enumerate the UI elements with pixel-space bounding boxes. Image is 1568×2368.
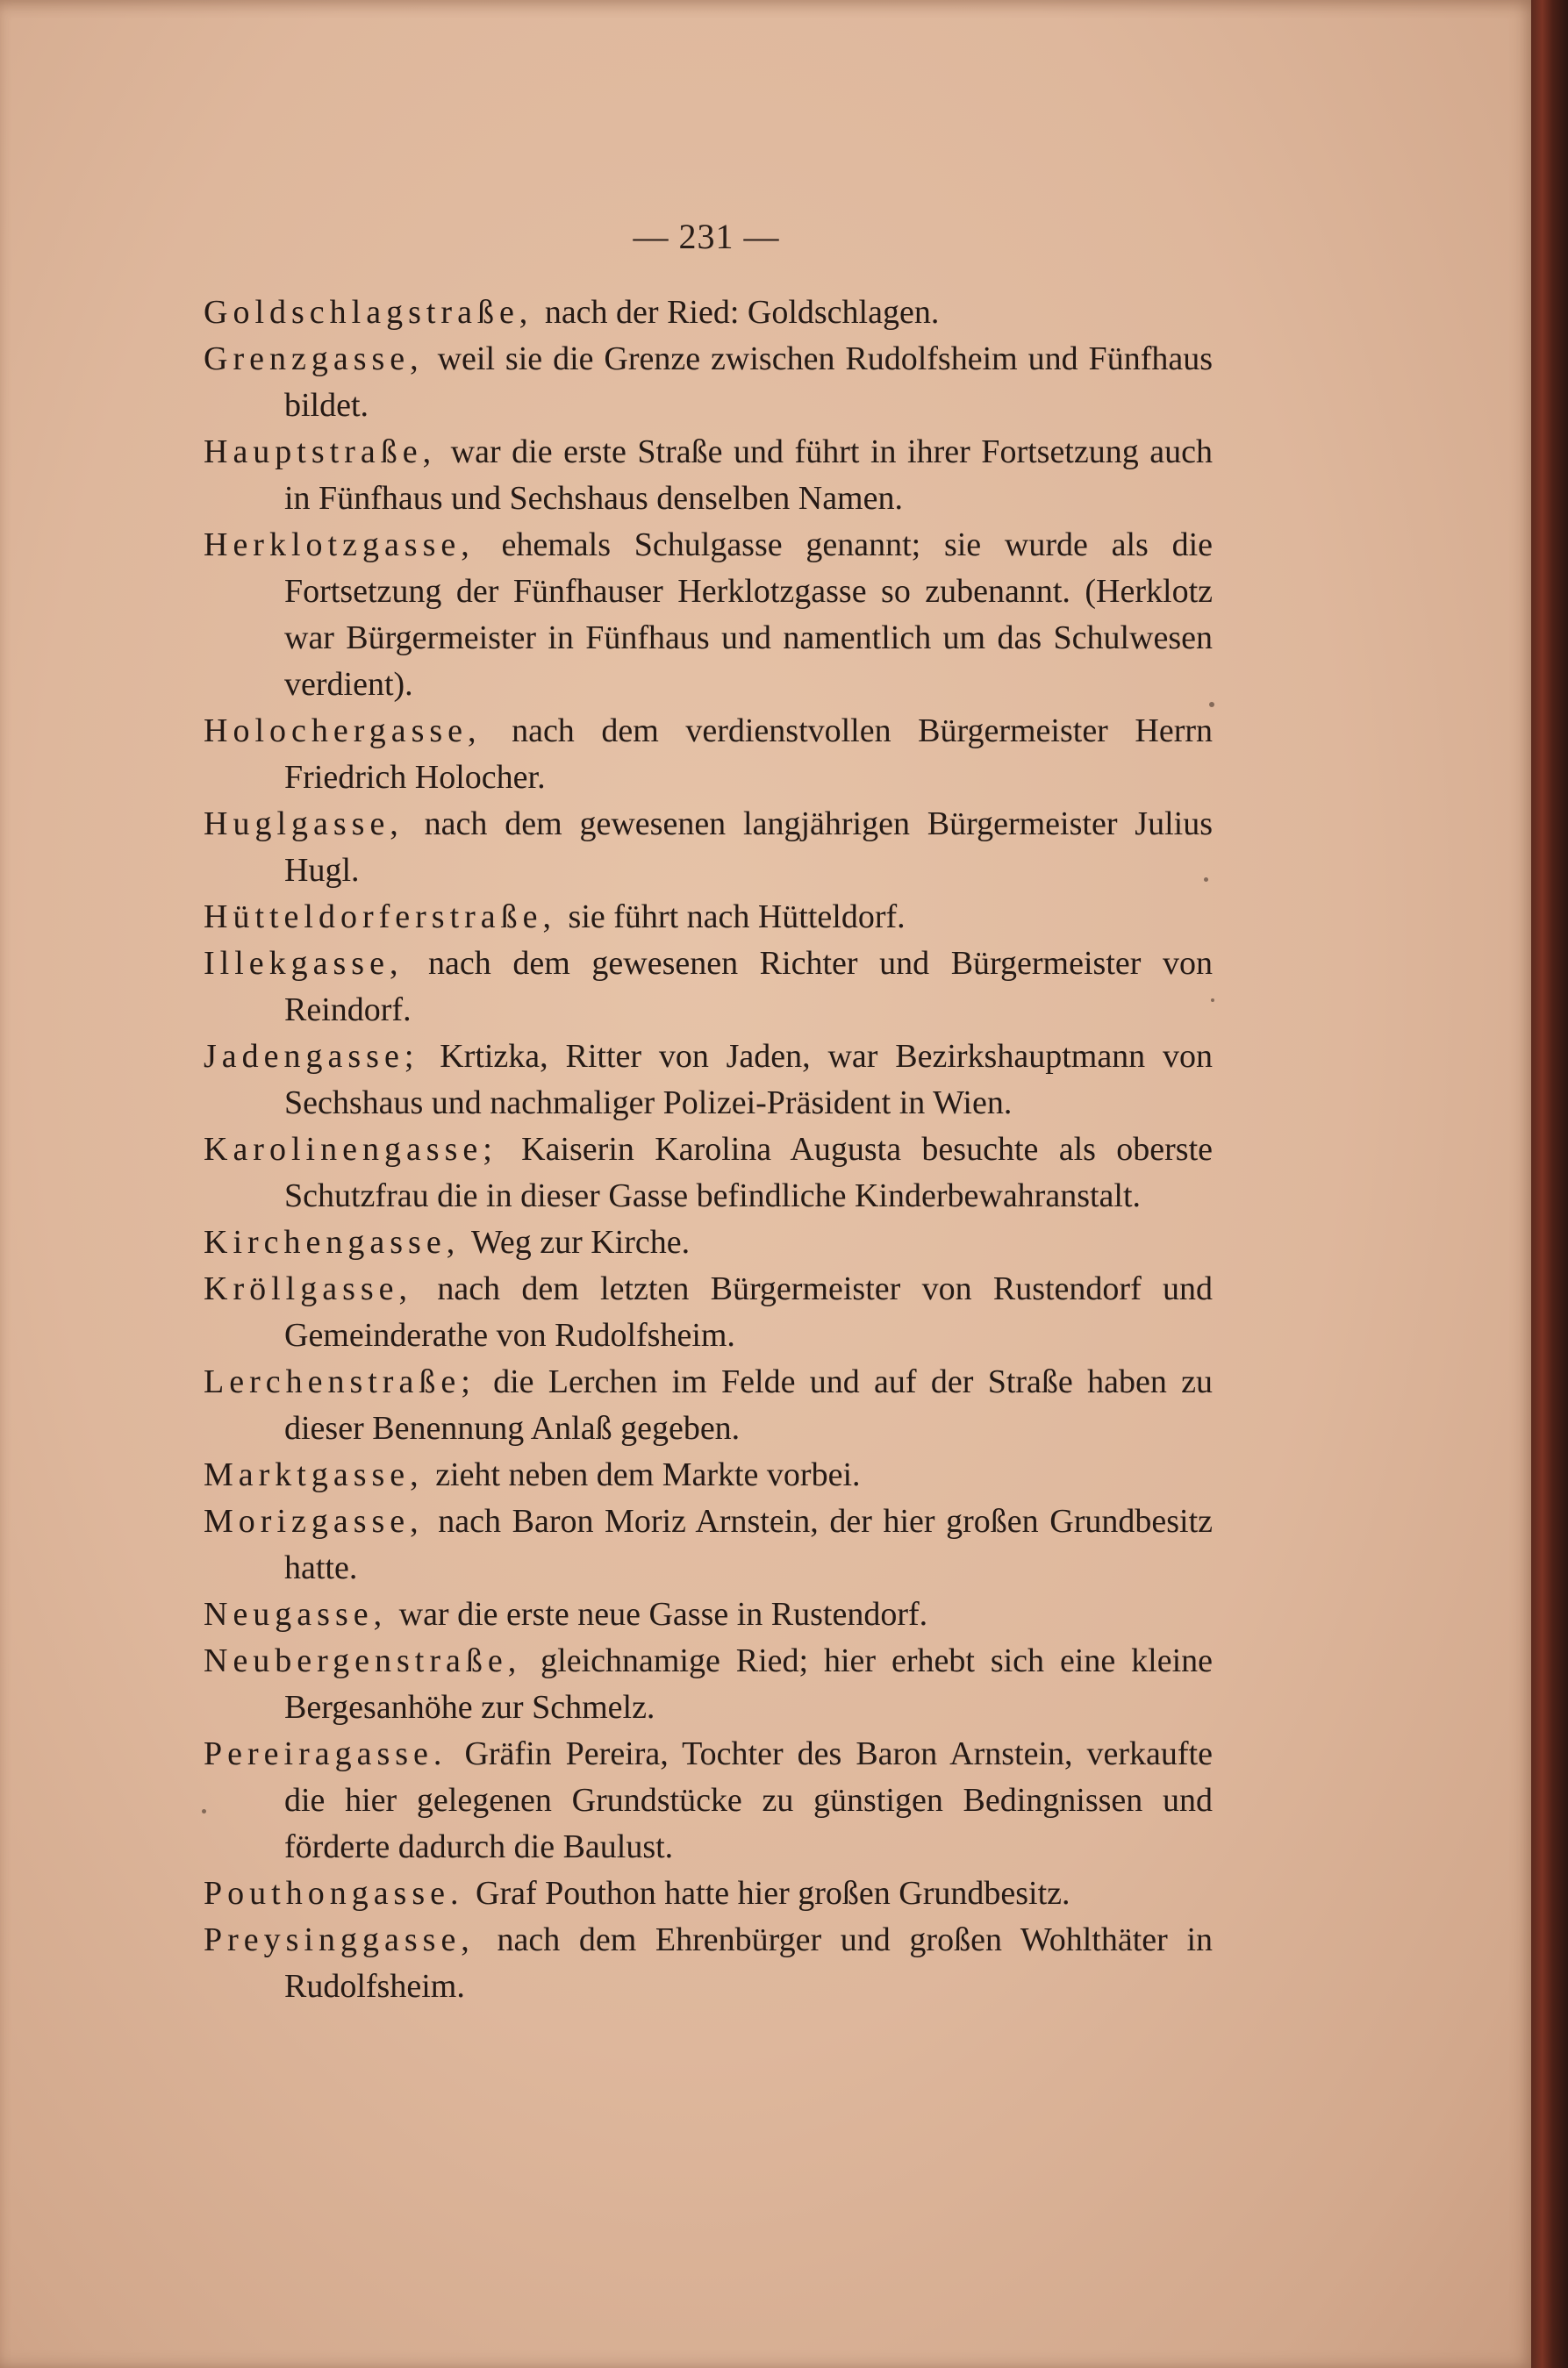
street-term: Kirchengasse, — [204, 1224, 461, 1261]
paper-speck — [1209, 702, 1214, 707]
list-item — [204, 429, 1213, 522]
paper-speck — [1211, 998, 1214, 1002]
street-term: Morizgasse, — [204, 1503, 424, 1540]
street-term: Lerchenstraße; — [204, 1363, 476, 1400]
list-item — [204, 290, 1213, 336]
book-binding-edge — [1531, 0, 1568, 2368]
page-number: — 231 — — [633, 217, 780, 256]
list-item — [204, 1359, 1213, 1452]
list-item — [204, 1917, 1213, 2010]
street-term: Huglgasse, — [204, 805, 404, 842]
street-description: Graf Pouthon hatte hier großen Grundbesitz. — [476, 1875, 1070, 1912]
street-term: Neubergenstraße, — [204, 1642, 522, 1679]
street-description: Gräfin Pereira, Tochter des Baron Arnstein, verkaufte die hier gelegenen Grundstücke zu günstigen Bedingnissen und förderte dadurch die Baulust. — [284, 1735, 1213, 1865]
list-item — [204, 941, 1213, 1034]
list-item — [204, 708, 1213, 801]
street-term: Karolinengasse; — [204, 1131, 498, 1168]
street-description: nach dem gewesenen Richter und Bürgermeister von Reindorf. — [284, 945, 1213, 1028]
street-name-list — [204, 290, 1213, 2010]
list-item — [204, 1127, 1213, 1220]
list-item — [204, 894, 1213, 941]
street-description: nach der Ried: Goldschlagen. — [544, 294, 940, 331]
list-item — [204, 1499, 1213, 1592]
street-term: Pereiragasse. — [204, 1735, 447, 1772]
list-item — [204, 1452, 1213, 1499]
list-item — [204, 522, 1213, 708]
list-item — [204, 801, 1213, 894]
street-description: nach dem Ehrenbürger und großen Wohlthäter in Rudolfsheim. — [284, 1921, 1214, 2005]
list-item — [204, 1731, 1213, 1871]
street-description: zieht neben dem Markte vorbei. — [435, 1456, 861, 1493]
street-description: nach Baron Moriz Arnstein, der hier großen Grundbesitz hatte. — [284, 1503, 1213, 1586]
list-item — [204, 1592, 1213, 1638]
street-term: Pouthongasse. — [204, 1875, 464, 1912]
list-item — [204, 1871, 1213, 1917]
street-description: Krtizka, Ritter von Jaden, war Bezirkshauptmann von Sechshaus und nachmaliger Polizei-Präsident in Wien. — [284, 1038, 1213, 1121]
street-description: war die erste Straße und führt in ihrer Fortsetzung auch in Fünfhaus und Sechshaus denselben Namen. — [284, 433, 1214, 517]
street-term: Herklotzgasse, — [204, 526, 475, 563]
list-item — [204, 1638, 1213, 1731]
street-description: die Lerchen im Felde und auf der Straße haben zu dieser Benennung Anlaß gegeben. — [284, 1363, 1213, 1447]
street-description: war die erste neue Gasse in Rustendorf. — [398, 1596, 928, 1633]
paper-speck — [1204, 877, 1208, 882]
list-item — [204, 1220, 1213, 1266]
street-description: weil sie die Grenze zwischen Rudolfsheim und Fünfhaus bildet. — [284, 340, 1213, 424]
street-description: ehemals Schulgasse genannt; sie wurde als die Fortsetzung der Fünfhauser Herklotzgasse so zubenannt. (Herklotz war Bürgermeister in Fünfhaus und namentlich um das Schulwesen verdient). — [284, 526, 1214, 703]
street-term: Hütteldorferstraße, — [204, 898, 557, 935]
street-description: nach dem gewesenen langjährigen Bürgermeister Julius Hugl. — [284, 805, 1213, 889]
street-description: sie führt nach Hütteldorf. — [568, 898, 906, 935]
street-description: nach dem letzten Bürgermeister von Rustendorf und Gemeinderathe von Rudolfsheim. — [284, 1270, 1214, 1354]
street-term: Goldschlagstraße, — [204, 294, 533, 331]
street-description: Weg zur Kirche. — [471, 1224, 691, 1261]
street-term: Grenzgasse, — [204, 340, 424, 377]
paper-speck — [202, 1809, 206, 1814]
street-term: Jadengasse; — [204, 1038, 419, 1075]
street-term: Illekgasse, — [204, 945, 404, 982]
street-term: Neugasse, — [204, 1596, 388, 1633]
street-description: Kaiserin Karolina Augusta besuchte als oberste Schutzfrau die in dieser Gasse befindliche Kinderbewahranstalt. — [284, 1131, 1213, 1214]
list-item — [204, 1266, 1213, 1359]
street-term: Marktgasse, — [204, 1456, 424, 1493]
list-item — [204, 336, 1213, 429]
street-term: Hauptstraße, — [204, 433, 437, 470]
street-description: gleichnamige Ried; hier erhebt sich eine kleine Bergesanhöhe zur Schmelz. — [284, 1642, 1213, 1726]
street-term: Kröllgasse, — [204, 1270, 413, 1307]
street-term: Preysinggasse, — [204, 1921, 475, 1958]
street-description: nach dem verdienstvollen Bürgermeister Herrn Friedrich Holocher. — [284, 712, 1214, 796]
list-item — [204, 1034, 1213, 1127]
street-term: Holochergasse, — [204, 712, 482, 749]
